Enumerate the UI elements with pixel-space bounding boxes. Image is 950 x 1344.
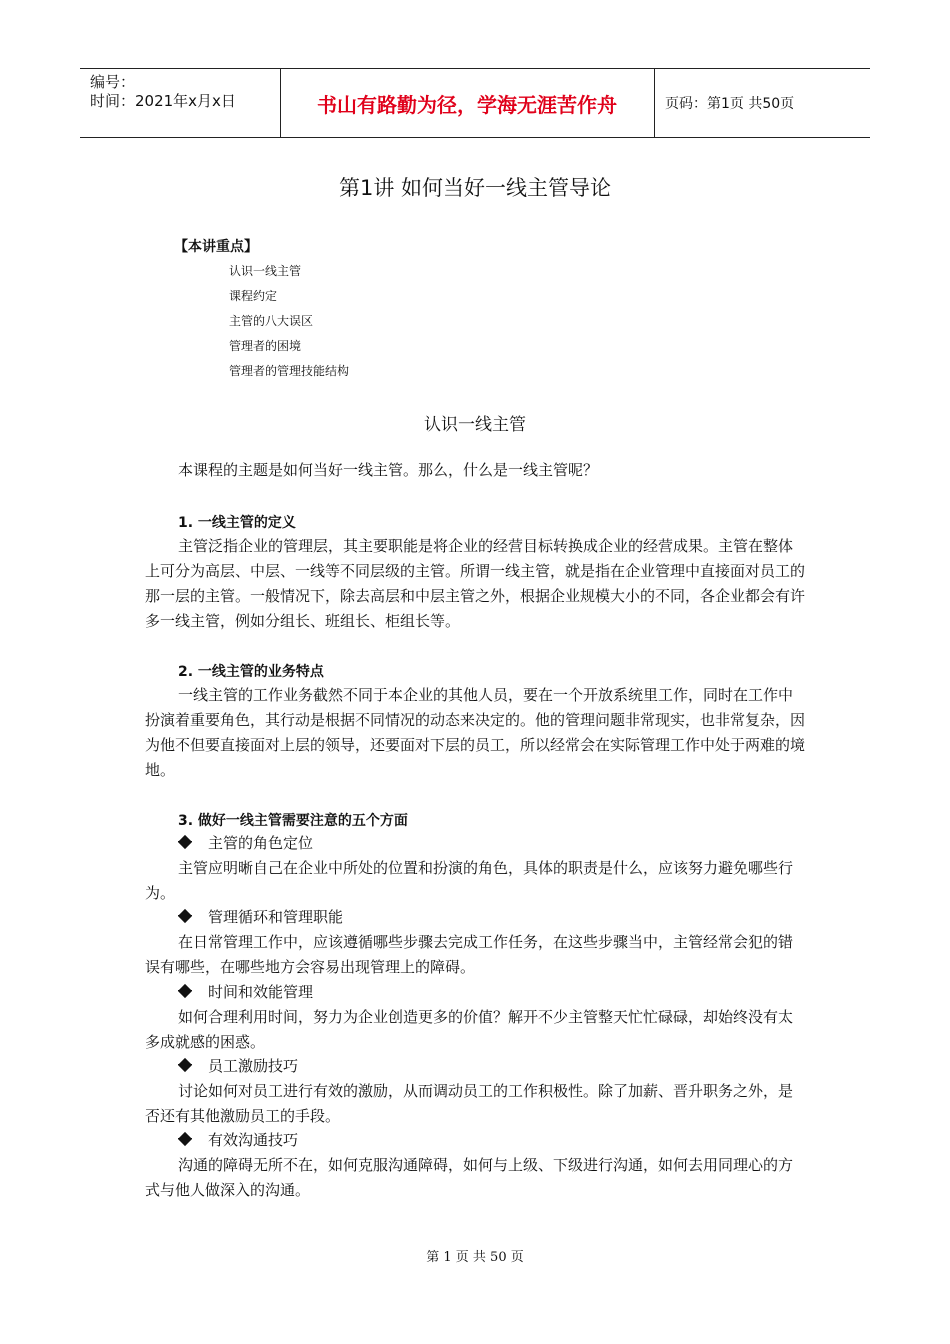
heading-characteristics: 2. 一线主管的业务特点 [178,664,324,680]
heading-definition: 1. 一线主管的定义 [178,515,296,531]
aspect-bullet [178,905,343,930]
page-info: 页码：第1页 共50页 [665,96,795,112]
diamond-bullet-icon [178,1134,194,1146]
aspect-bullet [178,980,313,1005]
key-points-label: 【本讲重点】 [174,239,258,255]
diamond-bullet-icon [178,1060,194,1072]
key-point-item: 管理者的困境 [229,339,302,353]
characteristics-paragraph: 一线主管的工作业务截然不同于本企业的其他人员，要在一个开放系统里工作，同时在工作中扮演着重要角色，其行动是根据不同情况的动态来决定的。他的管理问题非常现实，也非常复杂，因为他不但要直接面对上层的领导，还要面对下层的员工，所以经常会在实际管理工作中处于两难的境地。 [145,686,806,779]
aspect-label: 主管的角色定位 [208,834,314,852]
aspect-label: 员工激励技巧 [208,1057,299,1075]
aspect-label: 时间和效能管理 [208,983,314,1001]
key-points-list [229,259,349,384]
aspect-bullet [178,831,313,856]
aspect-paragraph: 讨论如何对员工进行有效的激励，从而调动员工的工作积极性。除了加薪、晋升职务之外，是否还有其他激励员工的手段。 [145,1082,794,1125]
page-footer: 第 1 页 共 50 页 [426,1250,524,1265]
aspect-label: 有效沟通技巧 [208,1131,299,1149]
diamond-bullet-icon [178,837,194,849]
aspect-paragraph: 主管应明晰自己在企业中所处的位置和扮演的角色，具体的职责是什么，应该努力避免哪些行为。 [145,859,794,902]
section-title: 认识一线主管 [424,415,526,435]
aspect-bullet [178,1128,298,1153]
key-point-item: 课程约定 [229,289,278,303]
heading-five-aspects: 3. 做好一线主管需要注意的五个方面 [178,813,408,829]
header-meta [80,69,281,137]
header-table [80,68,870,138]
aspect-paragraph: 沟通的障碍无所不在，如何克服沟通障碍，如何与上级、下级进行沟通，如何去用同理心的方式与他人做深入的沟通。 [145,1156,794,1199]
definition-paragraph: 主管泛指企业的管理层，其主要职能是将企业的经营目标转换成企业的经营成果。主管在整体上可分为高层、中层、一线等不同层级的主管。所谓一线主管，就是指在企业管理中直接面对员工的那一层的主管。一般情况下，除去高层和中层主管之外，根据企业规模大小的不同，各企业都会有许多一线主管，例如分组长、班组长、柜组长等。 [145,537,806,630]
number-label: 编号： [90,73,136,91]
intro-paragraph: 本课程的主题是如何当好一线主管。那么，什么是一线主管呢？ [178,461,599,479]
page-title: 第1讲 如何当好一线主管导论 [338,176,612,200]
key-point-item: 主管的八大误区 [229,314,314,328]
diamond-bullet-icon [178,986,194,998]
aspect-bullet [178,1054,298,1079]
diamond-bullet-icon [178,911,194,923]
key-point-item: 管理者的管理技能结构 [229,364,350,378]
key-point-item: 认识一线主管 [229,264,302,278]
aspect-label: 管理循环和管理职能 [208,908,344,926]
aspect-paragraph: 在日常管理工作中，应该遵循哪些步骤去完成工作任务，在这些步骤当中，主管经常会犯的错误有哪些，在哪些地方会容易出现管理上的障碍。 [145,933,794,976]
aspect-paragraph: 如何合理利用时间，努力为企业创造更多的价值？解开不少主管整天忙忙碌碌，却始终没有太多成就感的困惑。 [145,1008,794,1051]
motto: 书山有路勤为径，学海无涯苦作舟 [280,69,655,137]
time-label: 时间：2021年x月x日 [90,92,236,110]
